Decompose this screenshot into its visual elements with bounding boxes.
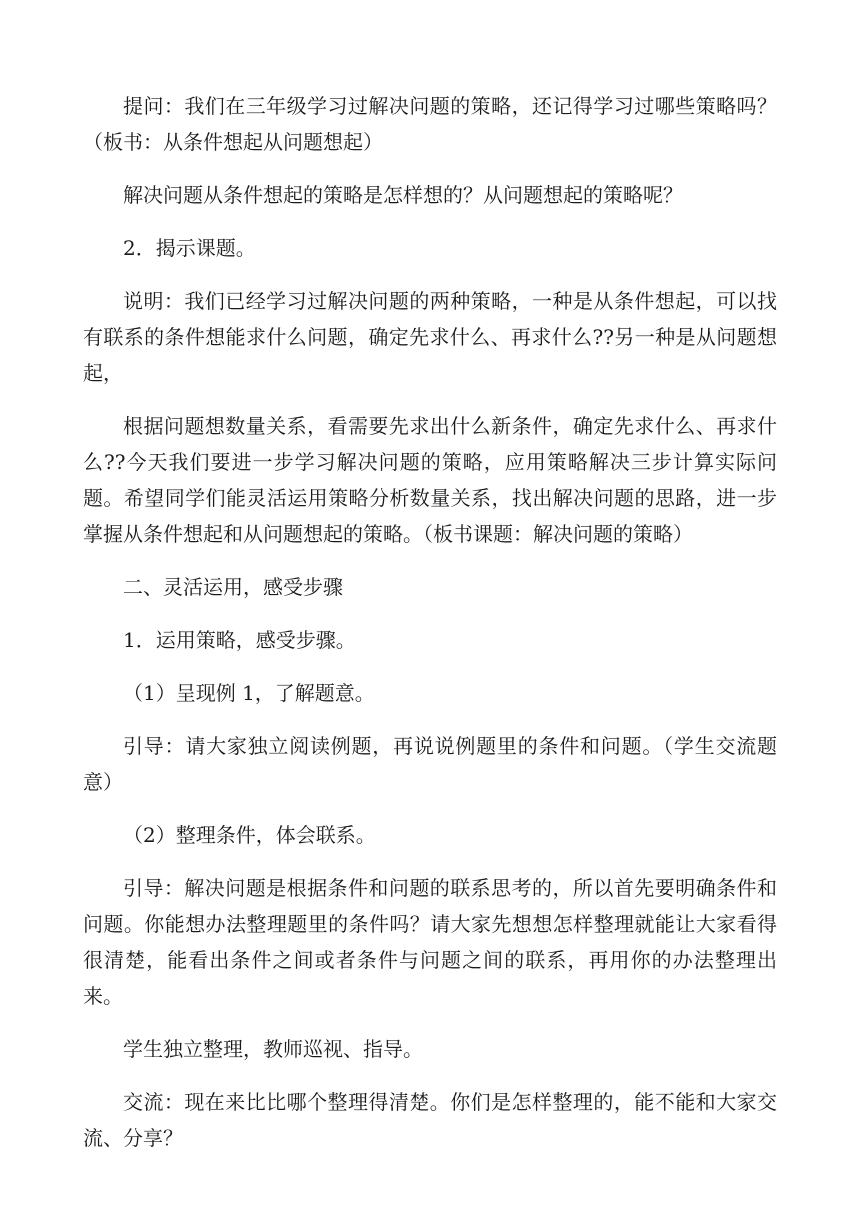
paragraph: 1．运用策略，感受步骤。 (123, 628, 356, 652)
paragraph: 交流：现在来比比哪个整理得清楚。你们是怎样整理的，能不能和大家交流、分享？ (83, 1090, 777, 1150)
paragraph: 提问：我们在三年级学习过解决问题的策略，还记得学习过哪些策略吗？（板书：从条件想起从问题想起） (83, 94, 777, 154)
paragraph: （1）呈现例 1，了解题意。 (123, 681, 375, 705)
document-body (83, 88, 777, 1173)
paragraph: 引导：请大家独立阅读例题，再说说例题里的条件和问题。（学生交流题意） (83, 734, 777, 794)
paragraph: 根据问题想数量关系，看需要先求出什么新条件，确定先求什么、再求什么??今天我们要进一步学习解决问题的策略，应用策略解决三步计算实际问题。希望同学们能灵活运用策略分析数量关系，找出解决问题的思路，进一步掌握从条件想起和从问题想起的策略。（板书课题：解决问题的策略） (83, 414, 777, 546)
paragraph: 说明：我们已经学习过解决问题的两种策略，一种是从条件想起，可以找有联系的条件想能求什么问题，确定先求什么、再求什么??另一种是从问题想起， (83, 289, 777, 385)
paragraph: 引导：解决问题是根据条件和问题的联系思考的，所以首先要明确条件和问题。你能想办法整理题里的条件吗？请大家先想想怎样整理就能让大家看得很清楚，能看出条件之间或者条件与问题之间的联系，再用你的办法整理出来。 (83, 876, 777, 1008)
paragraph: （2）整理条件，体会联系。 (123, 823, 376, 847)
paragraph: 解决问题从条件想起的策略是怎样想的？从问题想起的策略呢？ (123, 183, 683, 207)
paragraph: 2．揭示课题。 (123, 236, 256, 260)
paragraph: 学生独立整理，教师巡视、指导。 (123, 1037, 423, 1061)
section-heading: 二、灵活运用，感受步骤 (123, 575, 343, 599)
